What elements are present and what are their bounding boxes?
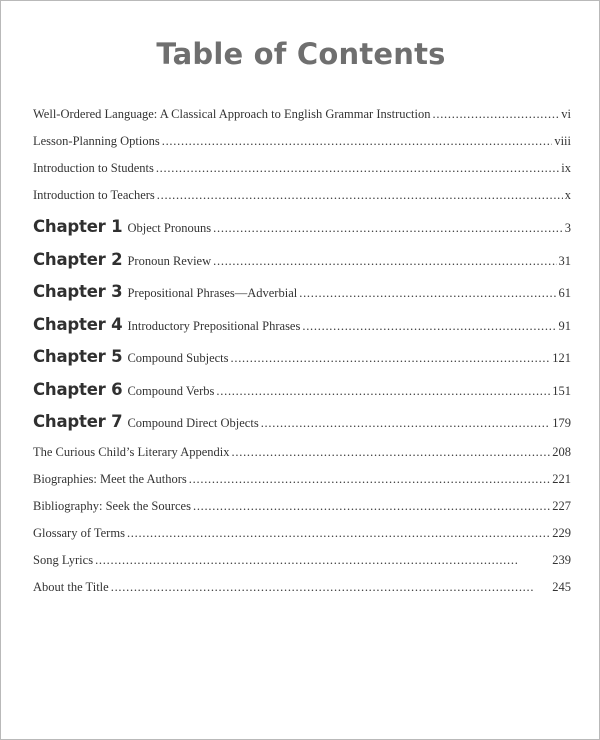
page-number: 121 xyxy=(552,351,571,365)
dot-leader xyxy=(162,134,553,149)
chapter-title: Object Pronouns xyxy=(127,221,212,235)
entry-label: Lesson-Planning Options xyxy=(33,134,160,148)
dot-leader xyxy=(302,319,556,334)
entry-label: Biographies: Meet the Authors xyxy=(33,471,187,486)
entry-label: Song Lyrics xyxy=(33,552,94,567)
page-number: 221 xyxy=(552,471,571,486)
toc-entry[interactable] xyxy=(33,161,571,188)
chapter-number: Chapter 6 xyxy=(33,379,123,399)
entry-label: Bibliography: Seek the Sources xyxy=(33,498,191,513)
chapter-title: Pronoun Review xyxy=(127,253,212,268)
dot-leader xyxy=(156,161,559,176)
chapter-number: Chapter 2 xyxy=(33,249,123,269)
dot-leader xyxy=(261,416,551,431)
page-number: viii xyxy=(554,134,571,148)
page-number: 91 xyxy=(558,318,571,333)
dot-leader xyxy=(127,526,550,541)
dot-leader xyxy=(193,499,550,514)
toc-entry[interactable] xyxy=(33,526,571,553)
page-number: 3 xyxy=(564,221,571,235)
page-number: ix xyxy=(561,161,571,175)
chapter-number: Chapter 3 xyxy=(33,282,123,301)
page-number: vi xyxy=(561,107,571,121)
dot-leader xyxy=(216,384,550,399)
dot-leader xyxy=(231,351,551,366)
page-number: 208 xyxy=(552,444,571,459)
dot-leader xyxy=(299,286,556,301)
toc-chapter-4[interactable] xyxy=(33,315,571,348)
toc-entry[interactable] xyxy=(33,472,571,499)
toc-entry[interactable] xyxy=(33,553,571,580)
chapter-number: Chapter 7 xyxy=(33,412,123,431)
toc-entry[interactable] xyxy=(33,580,571,607)
entry-label: About the Title xyxy=(33,579,109,594)
toc-entry[interactable] xyxy=(33,134,571,161)
page-number: 61 xyxy=(558,286,571,300)
toc-chapter-3[interactable] xyxy=(33,282,571,315)
toc-entry[interactable] xyxy=(33,445,571,472)
toc-entry[interactable] xyxy=(33,499,571,526)
page-number: 179 xyxy=(552,416,571,430)
chapter-title: Compound Verbs xyxy=(127,383,215,398)
toc-chapter-7[interactable] xyxy=(33,412,571,445)
page-number: 31 xyxy=(558,253,571,268)
toc-chapter-5[interactable] xyxy=(33,347,571,380)
page-number: 227 xyxy=(552,498,571,513)
toc-chapter-1[interactable] xyxy=(33,217,571,250)
toc-entry[interactable] xyxy=(33,188,571,215)
entry-label: Introduction to Students xyxy=(33,161,154,175)
dot-leader xyxy=(189,472,550,487)
chapter-title: Compound Subjects xyxy=(127,351,229,365)
page-title: Table of Contents xyxy=(156,37,446,71)
chapter-title: Introductory Prepositional Phrases xyxy=(127,318,301,333)
entry-label: Well-Ordered Language: A Classical Approach to English Grammar Instruction xyxy=(33,107,431,121)
dot-leader xyxy=(213,221,563,236)
dot-leader xyxy=(111,580,551,595)
page-number: 151 xyxy=(552,383,571,398)
page-number: 229 xyxy=(552,525,571,540)
entry-label: Introduction to Teachers xyxy=(33,188,155,202)
chapter-number: Chapter 1 xyxy=(33,217,123,236)
toc-entry[interactable] xyxy=(33,107,571,134)
chapter-title: Compound Direct Objects xyxy=(127,416,259,430)
dot-leader xyxy=(433,107,560,122)
entry-label: Glossary of Terms xyxy=(33,525,125,540)
toc-chapter-2[interactable] xyxy=(33,250,571,283)
entry-label: The Curious Child’s Literary Appendix xyxy=(33,444,230,459)
page-number: 245 xyxy=(552,579,571,594)
dot-leader xyxy=(213,254,556,269)
dot-leader xyxy=(95,553,550,568)
page-number: x xyxy=(564,188,571,202)
page-number: 239 xyxy=(552,552,571,567)
toc-chapter-6[interactable] xyxy=(33,380,571,413)
dot-leader xyxy=(232,445,551,460)
chapter-number: Chapter 5 xyxy=(33,347,123,366)
dot-leader xyxy=(157,188,563,203)
chapter-number: Chapter 4 xyxy=(33,314,123,334)
chapter-title: Prepositional Phrases—Adverbial xyxy=(127,286,298,300)
table-of-contents xyxy=(33,107,571,607)
